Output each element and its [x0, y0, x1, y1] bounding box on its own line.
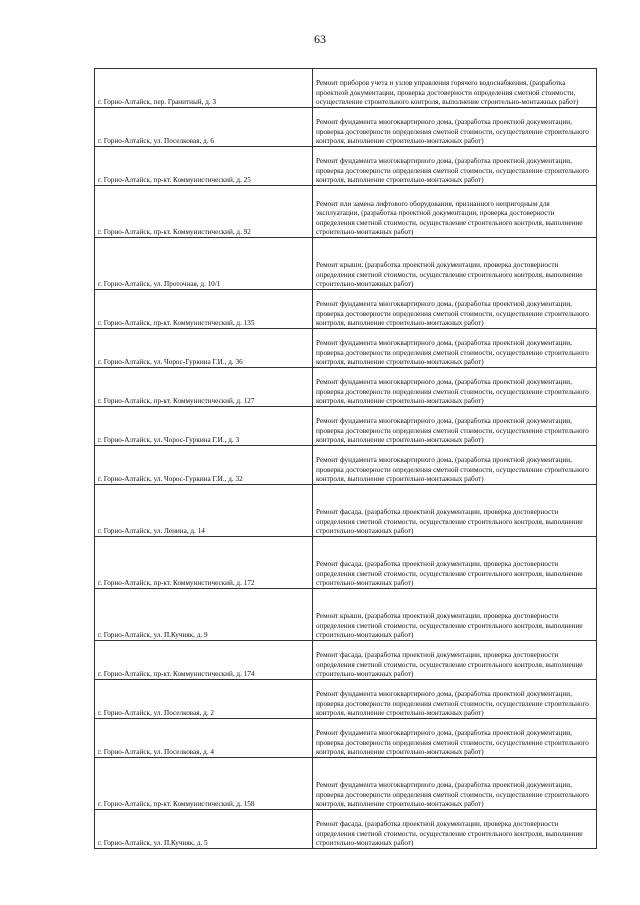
address-cell: г. Горно-Алтайск, пр-кт. Коммунистический, д. 127 — [95, 368, 313, 407]
work-description-cell: Ремонт фундамента многоквартирного дома, (разработка проектной документации, проверка достоверности определения сметной стоимости, осуществление строительного контроля, выполнение строительно-монтажных работ) — [313, 290, 597, 329]
table-row — [95, 238, 597, 290]
page-number: 63 — [314, 32, 326, 46]
address-cell: г. Горно-Алтайск, пр-кт. Коммунистический, д. 172 — [95, 537, 313, 589]
table-row — [95, 758, 597, 810]
address-cell: г. Горно-Алтайск, пр-кт. Коммунистический, д. 92 — [95, 186, 313, 238]
table-row — [95, 69, 597, 108]
address-cell: г. Горно-Алтайск, пр-кт. Коммунистический, д. 158 — [95, 758, 313, 810]
table-row — [95, 329, 597, 368]
work-description-cell: Ремонт фундамента многоквартирного дома, (разработка проектной документации, проверка достоверности определения сметной стоимости, осуществление строительного контроля, выполнение строительно-монтажных работ) — [313, 108, 597, 147]
table-row — [95, 485, 597, 537]
work-description-cell: Ремонт фасада, (разработка проектной документации, проверка достоверности определения сметной стоимости, осуществление строительного контроля, выполнение строительно-монтажных работ) — [313, 641, 597, 680]
table-row — [95, 108, 597, 147]
work-description-cell: Ремонт фасада, (разработка проектной документации, проверка достоверности определения сметной стоимости, осуществление строительного контроля, выполнение строительно-монтажных работ) — [313, 537, 597, 589]
table-row — [95, 719, 597, 758]
address-cell: г. Горно-Алтайск, ул. П.Кучияк, д. 9 — [95, 589, 313, 641]
work-description-cell: Ремонт крыши, (разработка проектной документации, проверка достоверности определения сметной стоимости, осуществление строительного контроля, выполнение строительно-монтажных работ) — [313, 589, 597, 641]
table-row — [95, 680, 597, 719]
work-description-cell: Ремонт фундамента многоквартирного дома, (разработка проектной документации, проверка достоверности определения сметной стоимости, осуществление строительного контроля, выполнение строительно-монтажных работ) — [313, 368, 597, 407]
work-description-cell: Ремонт крыши, (разработка проектной документации, проверка достоверности определения сметной стоимости, осуществление строительного контроля, выполнение строительно-монтажных работ) — [313, 238, 597, 290]
table-row — [95, 641, 597, 680]
table-row — [95, 186, 597, 238]
address-cell: г. Горно-Алтайск, ул. Поселковая, д. 6 — [95, 108, 313, 147]
works-table — [94, 68, 597, 849]
work-description-cell: Ремонт фундамента многоквартирного дома, (разработка проектной документации, проверка достоверности определения сметной стоимости, осуществление строительного контроля, выполнение строительно-монтажных работ) — [313, 719, 597, 758]
work-description-cell: Ремонт фасада, (разработка проектной документации, проверка достоверности определения сметной стоимости, осуществление строительного контроля, выполнение строительно-монтажных работ) — [313, 485, 597, 537]
table-row — [95, 147, 597, 186]
work-description-cell: Ремонт или замена лифтового оборудования, признанного непригодным для эксплуатации, (разработка проектной документации, проверка достоверности определения сметной стоимости, осуществление строительного контроля, выполнение строительно-монтажных работ) — [313, 186, 597, 238]
work-description-cell: Ремонт приборов учета и узлов управления горячего водоснабжения, (разработка проектной документации, проверка достоверности определения сметной стоимости, осуществление строительного контроля, выполнение строительно-монтажных работ) — [313, 69, 597, 108]
address-cell: г. Горно-Алтайск, ул. Поселковая, д. 4 — [95, 719, 313, 758]
address-cell: г. Горно-Алтайск, ул. Проточная, д. 10/1 — [95, 238, 313, 290]
table-row — [95, 810, 597, 849]
table-row — [95, 537, 597, 589]
work-description-cell: Ремонт фундамента многоквартирного дома, (разработка проектной документации, проверка достоверности определения сметной стоимости, осуществление строительного контроля, выполнение строительно-монтажных работ) — [313, 407, 597, 446]
address-cell: г. Горно-Алтайск, ул. Чорос-Гуркина Г.И., д. 3 — [95, 407, 313, 446]
address-cell: г. Горно-Алтайск, ул. Чорос-Гуркина Г.И., д. 36 — [95, 329, 313, 368]
address-cell: г. Горно-Алтайск, пр-кт. Коммунистический, д. 25 — [95, 147, 313, 186]
work-description-cell: Ремонт фундамента многоквартирного дома, (разработка проектной документации, проверка достоверности определения сметной стоимости, осуществление строительного контроля, выполнение строительно-монтажных работ) — [313, 446, 597, 485]
address-cell: г. Горно-Алтайск, пер. Гранитный, д. 3 — [95, 69, 313, 108]
address-cell: г. Горно-Алтайск, ул. Поселковая, д. 2 — [95, 680, 313, 719]
table-row — [95, 290, 597, 329]
table-row — [95, 589, 597, 641]
address-cell: г. Горно-Алтайск, ул. Ленина, д. 14 — [95, 485, 313, 537]
table-row — [95, 446, 597, 485]
work-description-cell: Ремонт фундамента многоквартирного дома, (разработка проектной документации, проверка достоверности определения сметной стоимости, осуществление строительного контроля, выполнение строительно-монтажных работ) — [313, 758, 597, 810]
address-cell: г. Горно-Алтайск, ул. Чорос-Гуркина Г.И., д. 32 — [95, 446, 313, 485]
work-description-cell: Ремонт фундамента многоквартирного дома, (разработка проектной документации, проверка достоверности определения сметной стоимости, осуществление строительного контроля, выполнение строительно-монтажных работ) — [313, 147, 597, 186]
address-cell: г. Горно-Алтайск, пр-кт. Коммунистический, д. 135 — [95, 290, 313, 329]
work-description-cell: Ремонт фасада, (разработка проектной документации, проверка достоверности определения сметной стоимости, осуществление строительного контроля, выполнение строительно-монтажных работ) — [313, 810, 597, 849]
table-row — [95, 368, 597, 407]
address-cell: г. Горно-Алтайск, ул. П.Кучияк, д. 5 — [95, 810, 313, 849]
work-description-cell: Ремонт фундамента многоквартирного дома, (разработка проектной документации, проверка достоверности определения сметной стоимости, осуществление строительного контроля, выполнение строительно-монтажных работ) — [313, 329, 597, 368]
work-description-cell: Ремонт фундамента многоквартирного дома, (разработка проектной документации, проверка достоверности определения сметной стоимости, осуществление строительного контроля, выполнение строительно-монтажных работ) — [313, 680, 597, 719]
table-row — [95, 407, 597, 446]
address-cell: г. Горно-Алтайск, пр-кт. Коммунистический, д. 174 — [95, 641, 313, 680]
